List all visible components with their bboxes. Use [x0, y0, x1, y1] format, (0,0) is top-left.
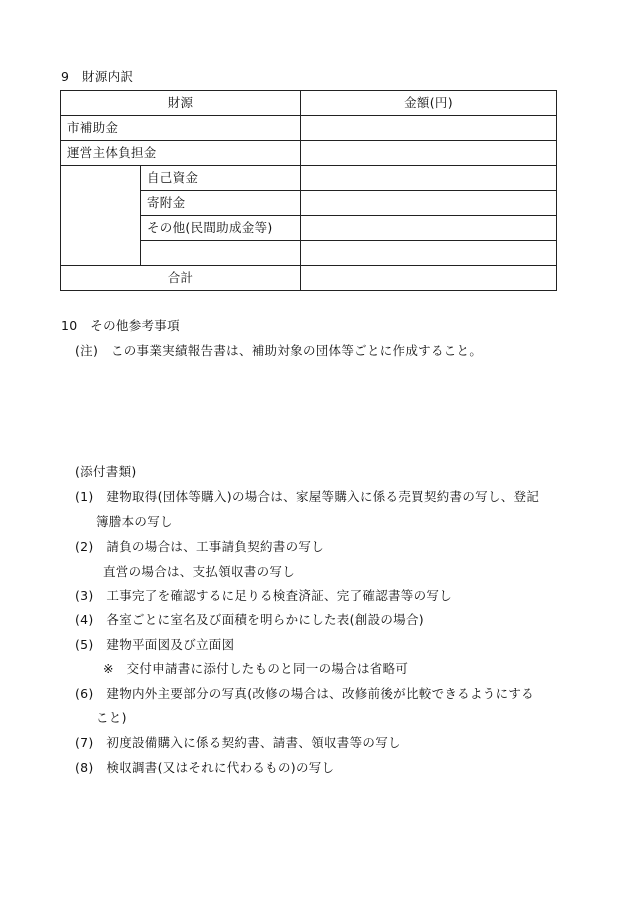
operator-breakdown-merged-cell	[61, 166, 141, 266]
attachments-heading: (添付書類)	[75, 464, 137, 479]
sub-other-amount	[301, 216, 557, 241]
attachment-item: (2) 請負の場合は、工事請負契約書の写し	[75, 539, 325, 554]
header-amount: 金額(円)	[301, 91, 557, 116]
row-city-subsidy-amount	[301, 116, 557, 141]
table-row	[61, 141, 557, 166]
section-9-heading: 9 財源内訳	[61, 69, 134, 84]
table-row	[61, 116, 557, 141]
attachment-item: (5) 建物平面図及び立面図	[75, 637, 235, 652]
table-row	[61, 266, 557, 291]
sub-blank-amount	[301, 241, 557, 266]
attachment-item-subline: 直営の場合は、支払領収書の写し	[103, 564, 296, 579]
attachment-item: (4) 各室ごとに室名及び面積を明らかにした表(創設の場合)	[75, 612, 424, 627]
attachment-item: (7) 初度設備購入に係る契約書、請書、領収書等の写し	[75, 735, 401, 750]
table-header-row	[61, 91, 557, 116]
sub-other-label: その他(民間助成金等)	[141, 216, 301, 241]
row-total-label: 合計	[61, 266, 301, 291]
section-10-heading: 10 その他参考事項	[61, 318, 180, 333]
attachment-item-continued: こと)	[96, 710, 127, 725]
attachment-item: (3) 工事完了を確認するに足りる検査済証、完了確認書等の写し	[75, 588, 453, 603]
attachment-item-continued: 簿謄本の写し	[96, 514, 173, 529]
sub-blank-label	[141, 241, 301, 266]
attachment-item: (6) 建物内外主要部分の写真(改修の場合は、改修前後が比較できるようにする	[75, 686, 534, 701]
row-operator-burden-label: 運営主体負担金	[61, 141, 301, 166]
funding-breakdown-table	[60, 90, 557, 291]
row-operator-burden-amount	[301, 141, 557, 166]
table-row	[61, 166, 557, 191]
sub-donations-amount	[301, 191, 557, 216]
attachment-item: (8) 検収調書(又はそれに代わるもの)の写し	[75, 760, 335, 775]
header-source: 財源	[61, 91, 301, 116]
attachment-item-note: ※ 交付申請書に添付したものと同一の場合は省略可	[103, 661, 409, 676]
sub-own-funds-label: 自己資金	[141, 166, 301, 191]
row-total-amount	[301, 266, 557, 291]
row-city-subsidy-label: 市補助金	[61, 116, 301, 141]
sub-own-funds-amount	[301, 166, 557, 191]
sub-donations-label: 寄附金	[141, 191, 301, 216]
attachment-item: (1) 建物取得(団体等購入)の場合は、家屋等購入に係る売買契約書の写し、登記	[75, 489, 540, 504]
section-10-note: (注) この事業実績報告書は、補助対象の団体等ごとに作成すること。	[75, 343, 483, 358]
